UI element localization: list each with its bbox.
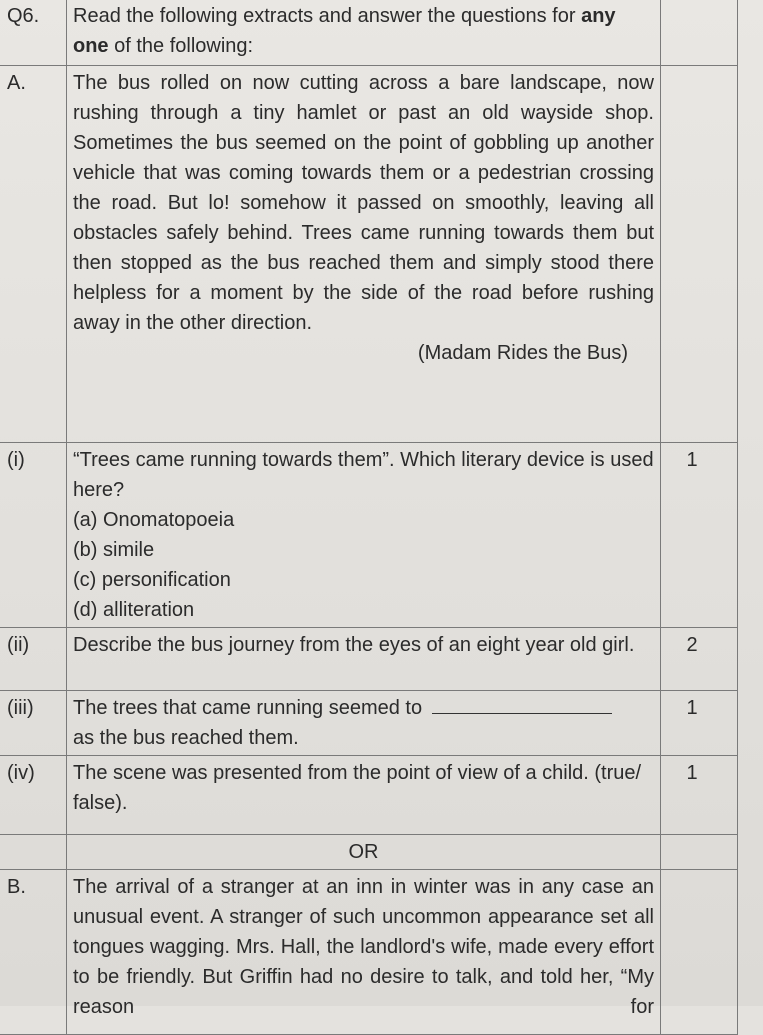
question-instruction bbox=[67, 0, 661, 66]
instruction-suffix: of the following: bbox=[108, 35, 254, 57]
sub-question-label: (ii) bbox=[0, 628, 67, 691]
extract-a-text: The bus rolled on now cutting across a bare landscape, now rushing through a tiny hamlet or past an old wayside shop. Sometimes the bus seemed on the point of gobbling up another vehicle that was coming towards them or a pedestrian crossing the road. But lo! somehow it passed on smoothly, leaving all obstacles safely behind. Trees came running towards them but then stopped as the bus reached them and simply stood there helpless for a moment by the side of the road before rushing away in the other direction. bbox=[73, 72, 654, 334]
or-divider: OR bbox=[67, 835, 661, 870]
sub-question-text: Describe the bus journey from the eyes of an eight year old girl. bbox=[67, 628, 661, 691]
marks-value: 1 bbox=[661, 443, 738, 628]
option-b: (b) simile bbox=[73, 539, 155, 561]
marks-value: 1 bbox=[661, 691, 738, 756]
extract-a-source: (Madam Rides the Bus) bbox=[417, 342, 628, 364]
sub-question-label: (iv) bbox=[0, 756, 67, 835]
option-c: (c) personification bbox=[73, 569, 231, 591]
question-header-row bbox=[0, 0, 738, 66]
sub-question-row bbox=[0, 443, 738, 628]
extract-a-label: A. bbox=[0, 66, 67, 443]
fill-in-blank bbox=[432, 695, 612, 714]
sub-question-label: (i) bbox=[0, 443, 67, 628]
marks-cell-empty bbox=[661, 0, 738, 66]
sub-question-text-after: as the bus reached them. bbox=[73, 727, 299, 749]
instruction-prefix: Read the following extracts and answer the questions for bbox=[73, 5, 576, 27]
question-number: Q6. bbox=[0, 0, 67, 66]
sub-question-row bbox=[0, 628, 738, 691]
marks-value: 2 bbox=[661, 628, 738, 691]
marks-cell-empty bbox=[661, 66, 738, 443]
sub-question-text-before: The trees that came running seemed to bbox=[73, 697, 423, 719]
or-row bbox=[0, 835, 738, 870]
sub-question-row bbox=[0, 691, 738, 756]
extract-b-row bbox=[0, 870, 738, 1035]
sub-question-label: (iii) bbox=[0, 691, 67, 756]
sub-question-row bbox=[0, 756, 738, 835]
or-label-empty bbox=[0, 835, 67, 870]
sub-question-text: “Trees came running towards them”. Which literary device is used here? bbox=[73, 449, 654, 501]
extract-a-row bbox=[0, 66, 738, 443]
extract-b-label: B. bbox=[0, 870, 67, 1035]
extract-b-text: The arrival of a stranger at an inn in winter was in any case an unusual event. A stranger of such uncommon appearance set all tongues wagging. Mrs. Hall, the landlord's wife, made every effort to be friendly. But Griffin had no desire to talk, and told her, “My reason for bbox=[67, 870, 661, 1035]
instruction-bold: any one bbox=[73, 5, 616, 57]
marks-value: 1 bbox=[661, 756, 738, 835]
sub-question-text: The scene was presented from the point of view of a child. (true/ false). bbox=[67, 756, 661, 835]
sub-question-cell bbox=[67, 443, 661, 628]
option-d: (d) alliteration bbox=[73, 599, 195, 621]
option-a: (a) Onomatopoeia bbox=[73, 509, 235, 531]
marks-cell-empty bbox=[661, 835, 738, 870]
sub-question-cell bbox=[67, 691, 661, 756]
extract-a-cell bbox=[67, 66, 661, 443]
marks-cell-empty bbox=[661, 870, 738, 1035]
